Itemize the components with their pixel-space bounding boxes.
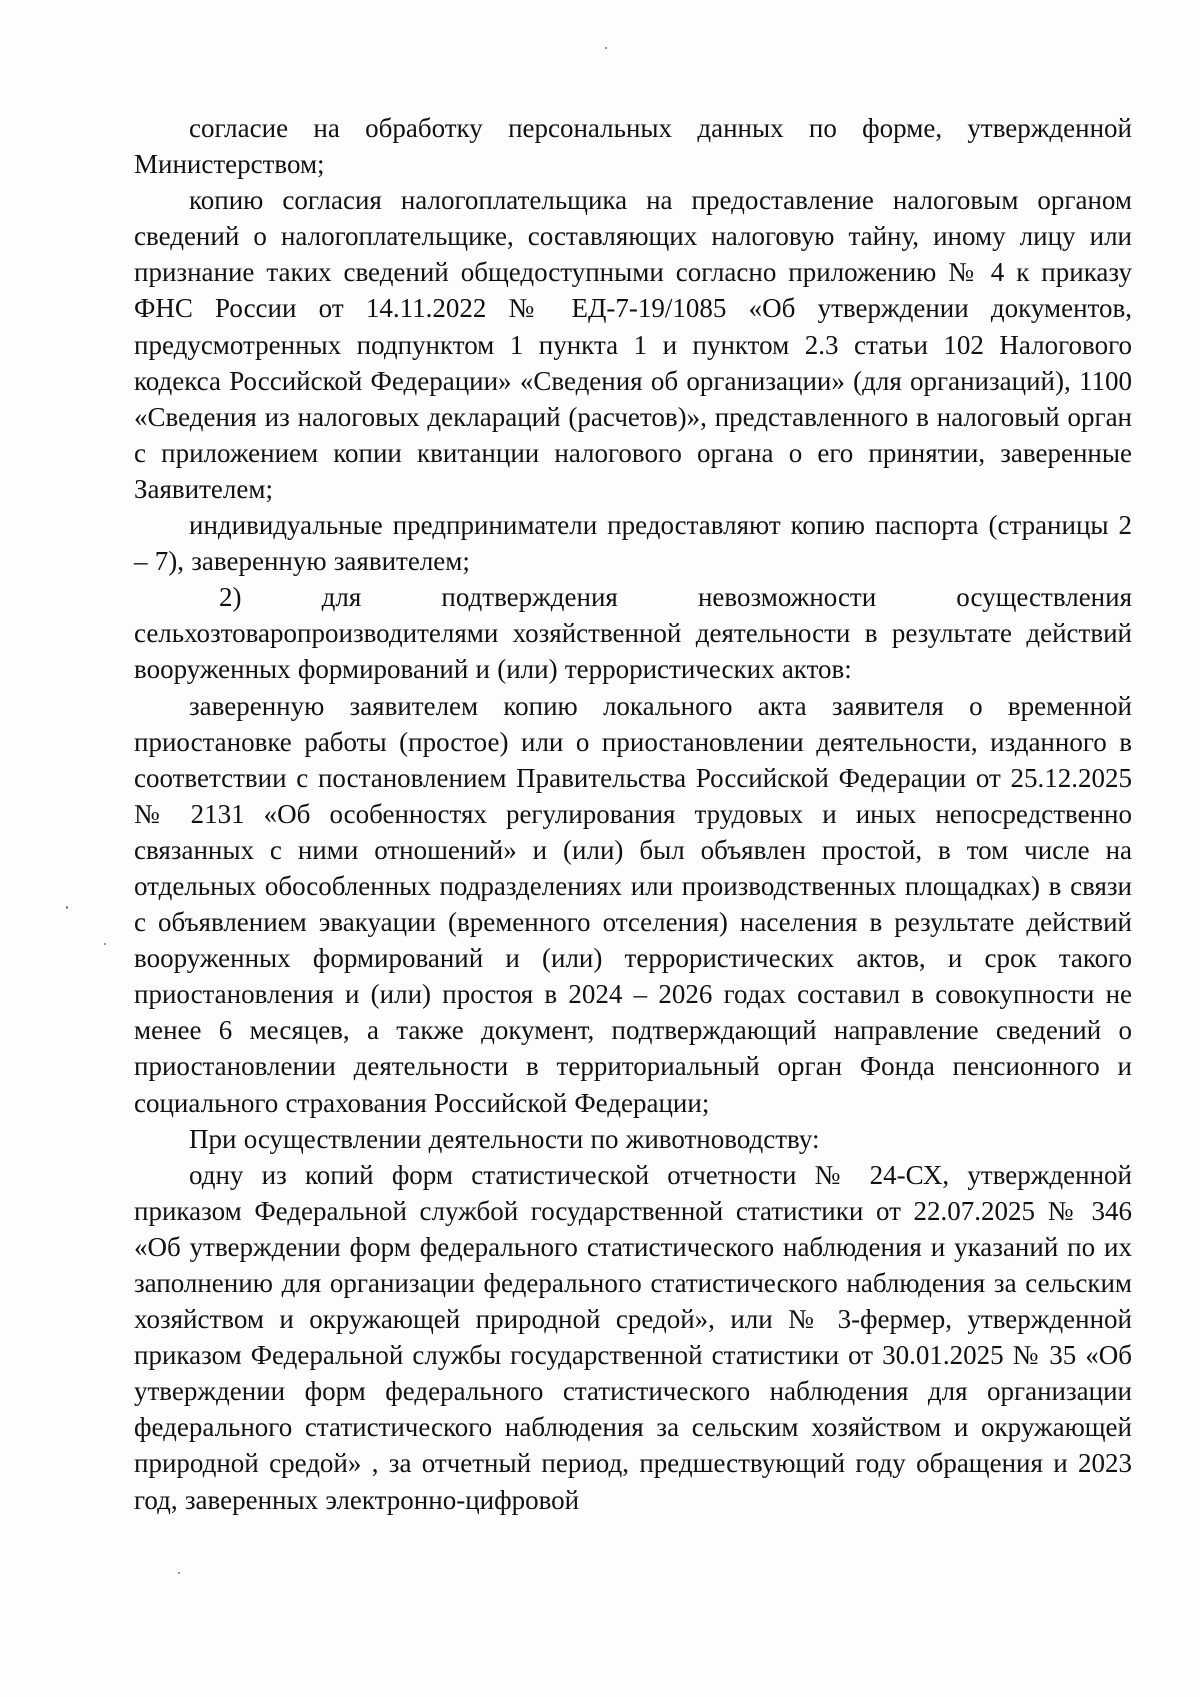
scan-speck (104, 943, 106, 945)
document-body (134, 110, 1132, 1518)
paragraph-passport-copy: индивидуальные предприниматели предоставляют копию паспорта (страницы 2 – 7), заверенную заявителем; (134, 510, 1132, 577)
paragraph-local-act-copy: заверенную заявителем копию локального акта заявителя о временной приостановке работы (простое) или о приостановлении деятельности, изданного в соответствии с постановлением Правительства Российской Федерации от 25.12.2025 № 2131 «Об особенностях регулирования трудовых и иных непосредственно связанных с ними отношений» и (или) был объявлен простой, в том числе на отдельных обособленных подразделениях или производственных площадках) в связи с объявлением эвакуации (временного отселения) населения в результате действий вооруженных формирований и (или) террористических актов, и срок такого приостановления и (или) простоя в 2024 – 2026 годах составил в совокупности не менее 6 месяцев, а также документ, подтверждающий направление сведений о приостановлении деятельности в территориальный орган Фонда пенсионного и социального страхования Российской Федерации; (134, 690, 1132, 1118)
paragraph-statistical-forms: одну из копий форм статистической отчетности № 24-СХ, утвержденной приказом Федеральной службой государственной статистики от 22.07.2025 № 346 «Об утверждении форм федерального статистического наблюдения и указаний по их заполнению для организации федерального статистического наблюдения за сельским хозяйством и окружающей природной средой», или № 3-фермер, утвержденной приказом Федеральной службы государственной статистики от 30.01.2025 № 35 «Об утверждении форм федерального статистического наблюдения для организации федерального статистического наблюдения за сельским хозяйством и окружающей природной средой» , за отчетный период, предшествующий году обращения и 2023 год, заверенных электронно-цифровой (134, 1159, 1132, 1515)
scan-speck (66, 906, 68, 909)
paragraph-item-2: 2) для подтверждения невозможности осуществления сельхозтоваропроизводителями хозяйственной деятельности в результате действий вооруженных формирований и (или) террористических актов: (134, 582, 1132, 685)
paragraph-livestock-heading: При осуществлении деятельности по животноводству: (189, 1123, 820, 1154)
scan-speck (605, 47, 607, 49)
paragraph-tax-secret-consent: копию согласия налогоплательщика на предоставление налоговым органом сведений о налогоплательщике, составляющих налоговую тайну, иному лицу или признание таких сведений общедоступными согласно приложению № 4 к приказу ФНС России от 14.11.2022 № ЕД-7-19/1085 «Об утверждении документов, предусмотренных подпунктом 1 пункта 1 и пунктом 2.3 статьи 102 Налогового кодекса Российской Федерации» «Сведения об организации» (для организаций), 1100 «Сведения из налоговых деклараций (расчетов)», представленного в налоговый орган с приложением копии квитанции налогового органа о его принятии, заверенные Заявителем; (134, 185, 1132, 504)
scan-speck (178, 1572, 180, 1574)
paragraph-consent-personal-data: согласие на обработку персональных данных по форме, утвержденной Министерством; (134, 113, 1132, 180)
